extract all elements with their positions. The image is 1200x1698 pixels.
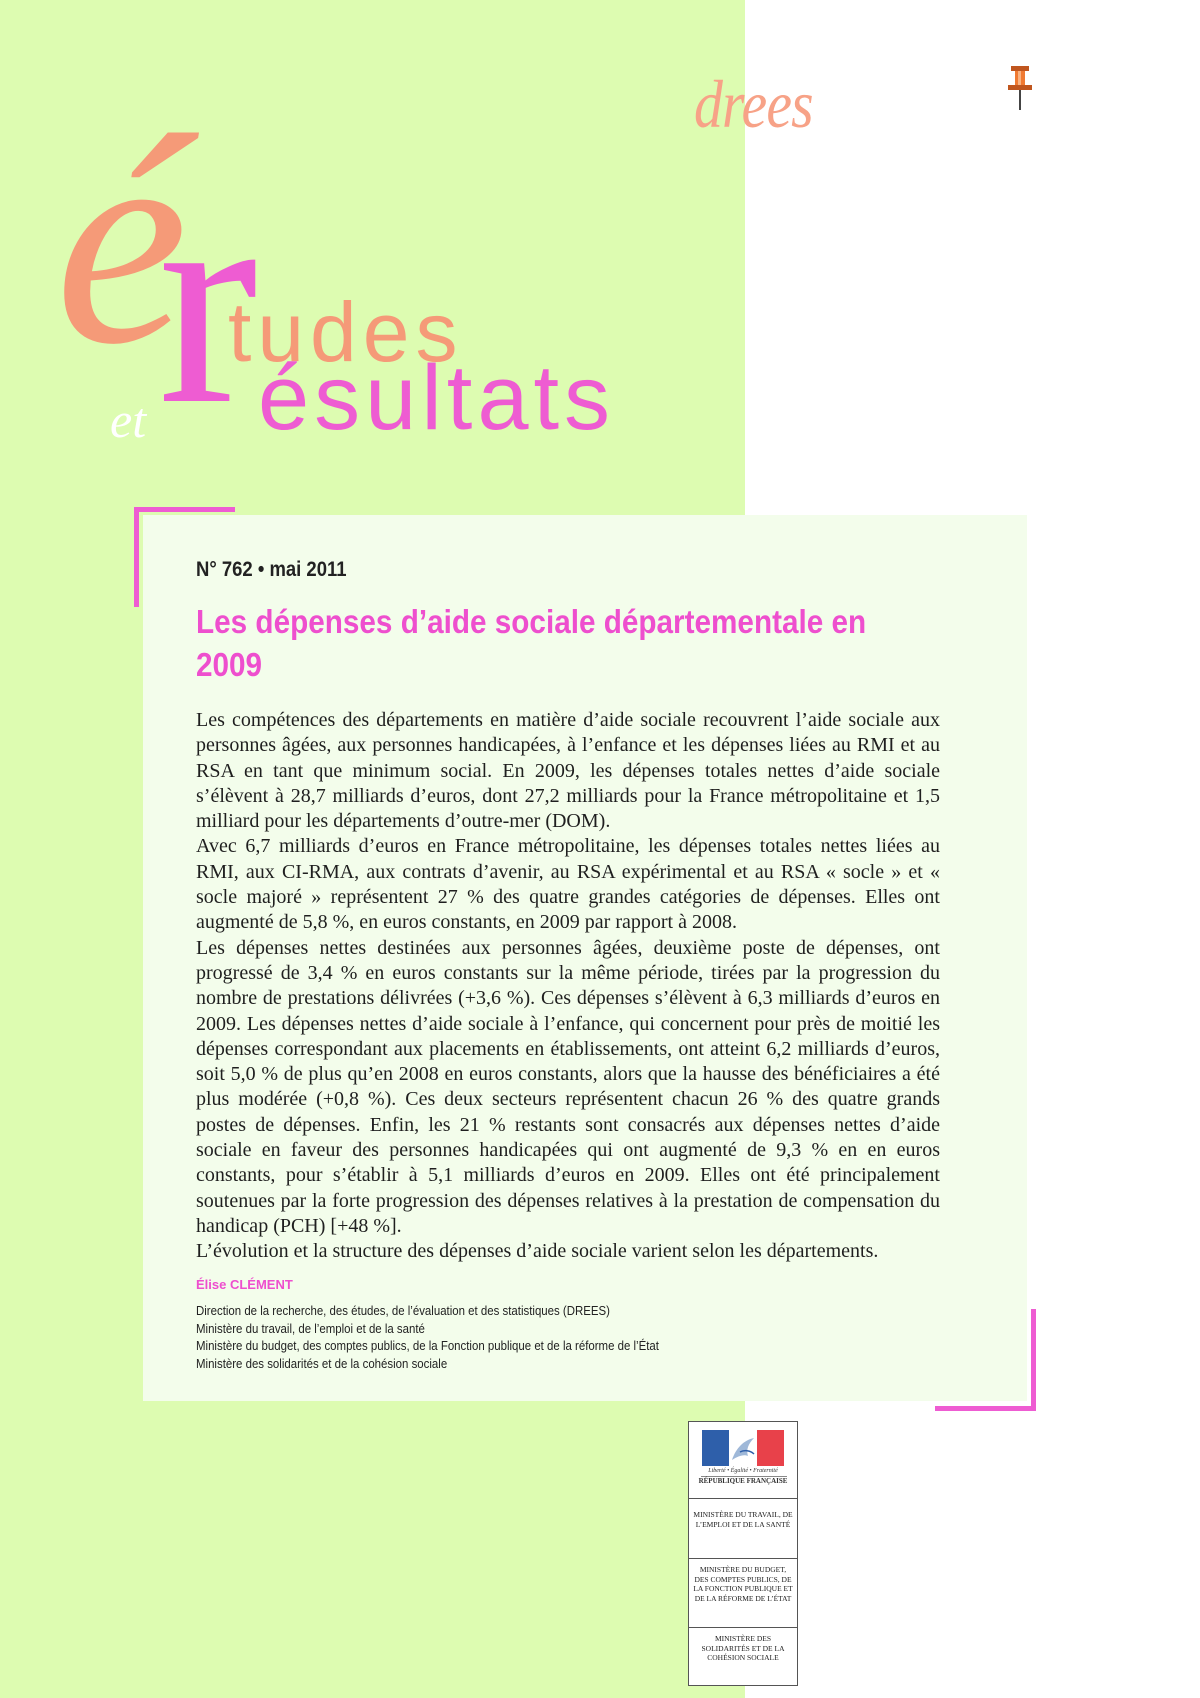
author-name: Élise CLÉMENT xyxy=(196,1277,293,1292)
pushpin-icon xyxy=(1007,66,1033,110)
logo-word-tudes: tudes xyxy=(228,285,464,379)
frame-corner-top-left xyxy=(134,507,235,512)
article-title: Les dépenses d’aide sociale départementale en 2009 xyxy=(196,603,867,683)
affiliation-line: Ministère des solidarités et de la cohésion sociale xyxy=(196,1355,448,1371)
ministry-item: MINISTÈRE DU BUDGET, DES COMPTES PUBLICS, DE LA FONCTION PUBLIQUE ET DE LA RÉFORME DE L’ÉTAT xyxy=(689,1559,797,1628)
frame-corner-top-left-vertical xyxy=(134,507,139,607)
ministry-item: MINISTÈRE DES SOLIDARITÉS ET DE LA COHÉSION SOCIALE xyxy=(701,1634,785,1662)
logo-letter-r: r xyxy=(158,134,258,466)
affiliation-line: Ministère du travail, de l’emploi et de la santé xyxy=(196,1320,425,1336)
frame-corner-bottom-right xyxy=(935,1406,1036,1411)
marianne-flag-icon xyxy=(702,1430,784,1466)
abstract-paragraph: Avec 6,7 milliards d’euros en France métropolitaine, les dépenses totales nettes liées au RMI, aux CI-RMA, aux contrats d’avenir, au RSA expérimental et au RSA « socle » et « socle majoré » représentent 27 % des quatre grandes catégories de dépenses. Elles ont augmenté de 5,8 %, en euros constants, en 2009 par rapport à 2008. xyxy=(196,835,940,934)
ministry-item: MINISTÈRE DU TRAVAIL, DE L’EMPLOI ET DE LA SANTÉ xyxy=(689,1499,797,1559)
abstract-paragraph: Les compétences des départements en matière d’aide sociale recouvrent l’aide sociale aux personnes âgées, aux personnes handicapées, à l’enfance et les dépenses liées au RMI et au RSA en tant que minimum social. En 2009, les dépenses totales nettes d’aide sociale s’élèvent à 28,7 milliards d’euros, dont 27,2 milliards pour la France métropolitaine et 1,5 milliard pour les départements d’outre-mer (DOM). xyxy=(196,709,940,833)
republique-francaise-logo xyxy=(689,1422,797,1499)
abstract-paragraph: L’évolution et la structure des dépenses d’aide sociale varient selon les départements. xyxy=(196,1240,879,1263)
logo-letter-e: é xyxy=(55,74,189,406)
ministries-block xyxy=(688,1421,798,1686)
frame-corner-bottom-right-vertical xyxy=(1031,1309,1036,1411)
drees-logo: drees xyxy=(694,66,813,142)
republic-name: RÉPUBLIQUE FRANÇAISE xyxy=(698,1477,788,1485)
logo-word-et: et xyxy=(110,392,147,448)
logo-word-esultats: ésultats xyxy=(258,347,616,449)
republic-motto: Liberté • Égalité • Fraternité xyxy=(708,1468,778,1474)
affiliation-line: Ministère du budget, des comptes publics, de la Fonction publique et de la réforme de l’État xyxy=(196,1338,659,1353)
affiliation-line: Direction de la recherche, des études, de l’évaluation et des statistiques (DREES) xyxy=(196,1303,610,1318)
affiliations xyxy=(196,1302,659,1372)
abstract xyxy=(196,708,940,1265)
abstract-paragraph: Les dépenses nettes destinées aux personnes âgées, deuxième poste de dépenses, ont progressé de 3,4 % en euros constants sur la même période, tirées par la progression du nombre de prestations délivrées (+3,6 %). Ces dépenses s’élèvent à 6,3 milliards d’euros en 2009. Les dépenses nettes d’aide sociale à l’enfance, qui concernent pour près de moitié les dépenses correspondant aux placements en établissements, ont atteint 6,2 milliards d’euros, soit 5,0 % de plus qu’en 2008 en euros constants, alors que la hausse des bénéficiaires a été plus modérée (+0,8 %). Ces deux secteurs représentent chacun 26 % des quatre grands postes de dépenses. Enfin, les 21 % restants sont consacrés aux dépenses nettes d’aide sociale en faveur des personnes handicapées qui ont augmenté de 9,3 % en en euros constants, pour s’établir à 5,1 milliards d’euros en 2009. Elles ont été principalement soutenues par la forte progression des dépenses relatives à la prestation de compensation du handicap (PCH) [+48 %]. xyxy=(196,936,940,1237)
issue-number: N° 762 • mai 2011 xyxy=(196,558,347,581)
